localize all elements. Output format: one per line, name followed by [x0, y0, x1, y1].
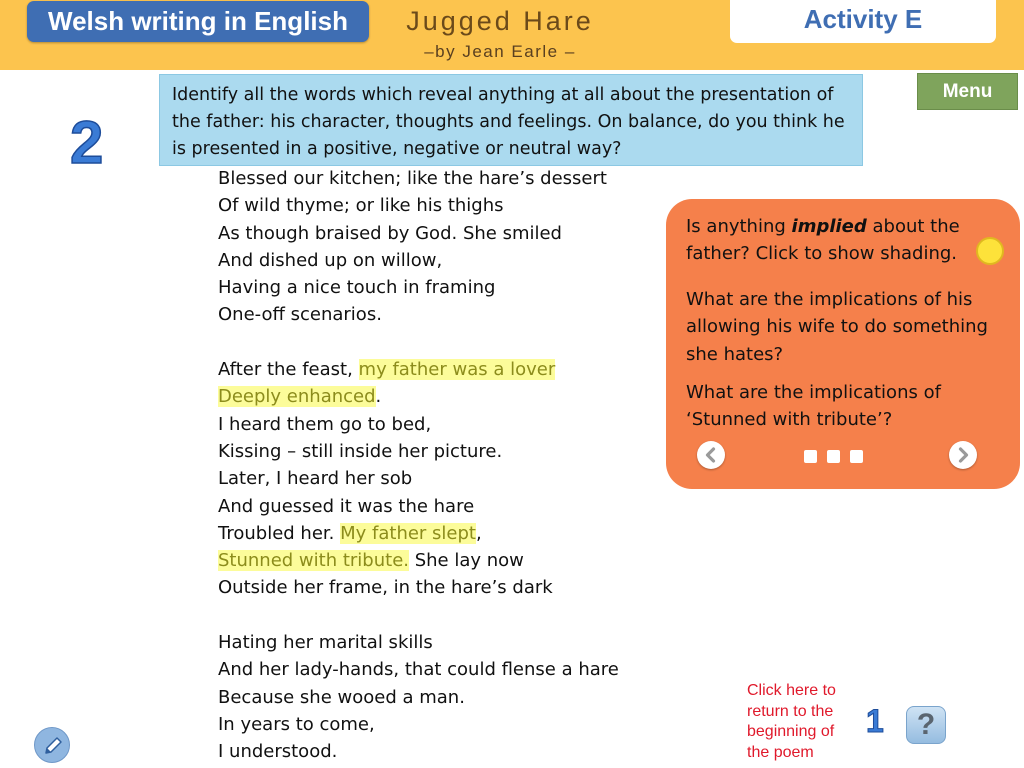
step-number: 2	[70, 109, 104, 176]
poem-line: And her lady-hands, that could flense a hare	[218, 659, 619, 681]
poem-line: Kissing – still inside her picture.	[218, 440, 503, 462]
poem-line: Because she wooed a man.	[218, 686, 465, 708]
pager-dot[interactable]	[850, 450, 863, 463]
pager-dot[interactable]	[827, 450, 840, 463]
highlighted-phrase: Stunned with tribute.	[218, 550, 409, 572]
question-text: Is anything	[686, 216, 792, 237]
show-shading-button[interactable]	[976, 237, 1004, 265]
activity-tab	[730, 0, 996, 43]
return-to-start-link[interactable]: Click here to return to the beginning of the poem	[747, 682, 836, 761]
poem-line: And dished up on willow,	[218, 249, 443, 271]
menu-button[interactable]: Menu	[917, 73, 1018, 110]
question-implications-tribute: What are the implications of ‘Stunned with tribute’?	[686, 382, 941, 431]
poem-line: Of wild thyme; or like his thighs	[218, 195, 504, 217]
help-icon[interactable]: ?	[906, 706, 946, 744]
question-implied	[686, 213, 966, 268]
highlighted-phrase: my father was a lover	[358, 359, 556, 381]
task-instruction: Identify all the words which reveal anything at all about the presentation of the father: his character, thoughts and feelings. On balance, do you think he is presented in a positive, negative or neutral way?	[159, 74, 863, 166]
question-emphasis: implied	[791, 216, 867, 237]
poem-line: Hating her marital skills	[218, 632, 433, 654]
return-to-start-icon[interactable]: 1	[866, 703, 884, 739]
poem-line: And guessed it was the hare	[218, 495, 475, 517]
question-implications-wife: What are the implications of his allowing his wife to do something she hates?	[686, 289, 988, 365]
poem-text	[218, 165, 658, 766]
course-title-tab: Welsh writing in English	[27, 1, 369, 42]
poem-line	[218, 383, 658, 410]
chevron-left-icon	[697, 441, 725, 469]
activity-label: Activity E	[803, 4, 923, 34]
poem-line	[218, 520, 658, 547]
chevron-right-icon	[949, 441, 977, 469]
poem-text-segment: .	[375, 386, 382, 408]
poem-line: I understood.	[218, 741, 338, 763]
pager-dot[interactable]	[804, 450, 817, 463]
poem-line: Blessed our kitchen; like the hare’s dessert	[218, 168, 607, 189]
poem-author: –by Jean Earle –	[424, 42, 576, 61]
poem-line: In years to come,	[218, 713, 375, 735]
poem-title: Jugged Hare	[406, 6, 594, 36]
highlighted-phrase: My father slept	[340, 522, 476, 544]
stanza-break	[218, 602, 658, 629]
poem-line	[218, 356, 658, 383]
pencil-icon-glyph	[35, 728, 71, 764]
poem-line: Having a nice touch in framing	[218, 277, 496, 299]
poem-line	[218, 547, 658, 574]
previous-button[interactable]	[697, 441, 725, 469]
poem-line: I heard them go to bed,	[218, 413, 432, 435]
poem-line: Outside her frame, in the hare’s dark	[218, 577, 553, 599]
highlighted-phrase: Deeply enhanced	[218, 386, 376, 408]
question-panel	[666, 199, 1020, 489]
poem-text-segment: ,	[475, 522, 482, 544]
pencil-icon[interactable]	[34, 727, 70, 763]
poem-text-segment: After the feast,	[218, 359, 359, 381]
poem-line: As though braised by God. She smiled	[218, 222, 562, 244]
question-text: about the father? Click to show shading.	[686, 216, 960, 265]
poem-text-segment: Troubled her.	[218, 522, 341, 544]
poem-line: Later, I heard her sob	[218, 468, 413, 490]
next-button[interactable]	[949, 441, 977, 469]
poem-text-segment: She lay now	[409, 550, 524, 572]
header-bar	[0, 0, 1024, 70]
poem-line: One-off scenarios.	[218, 304, 382, 326]
stanza-break	[218, 329, 658, 356]
